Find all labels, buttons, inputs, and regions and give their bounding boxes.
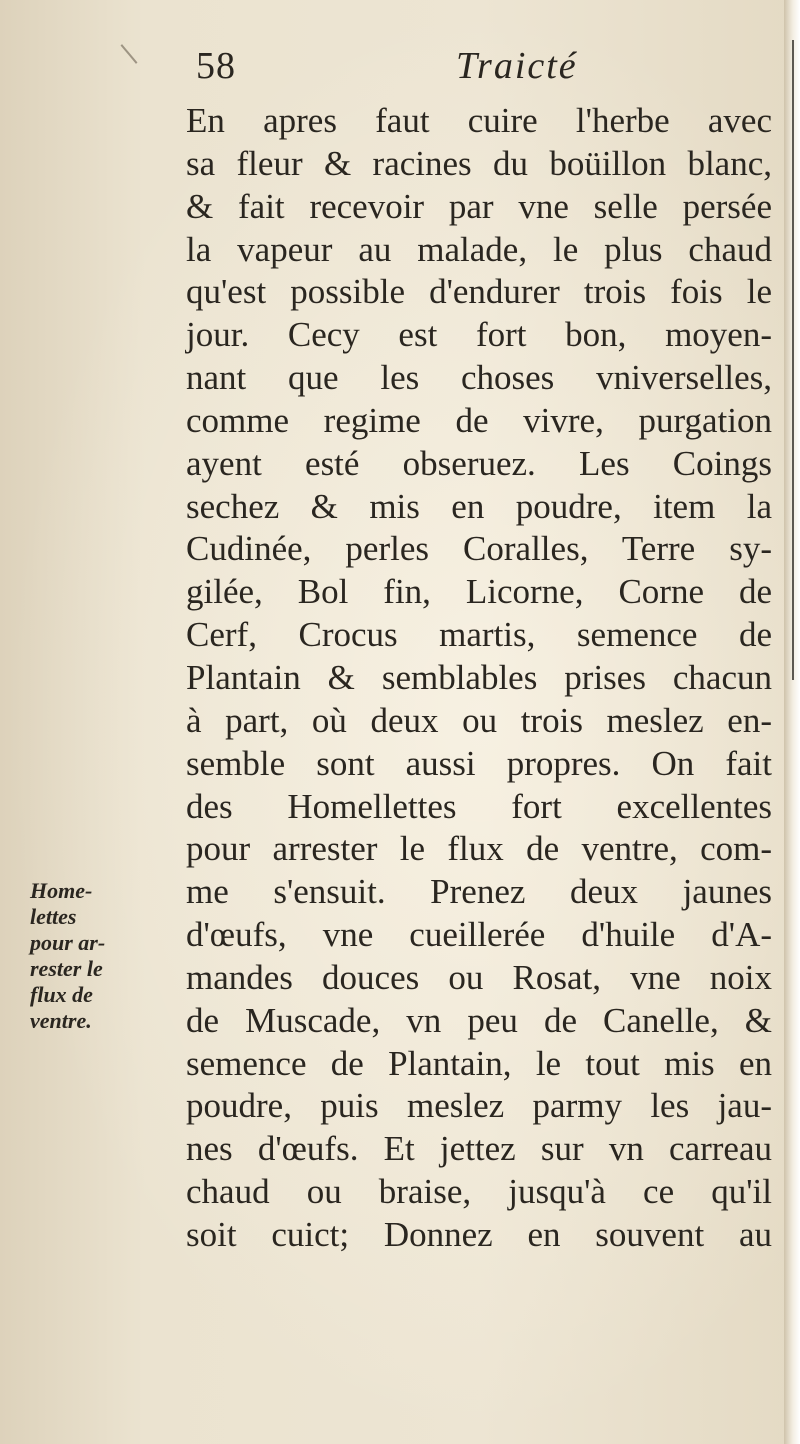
text-line: nes d'œufs. Et jettez sur vn carreau — [186, 1129, 772, 1169]
text-line: ayent esté obseruez. Les Coings — [186, 443, 772, 483]
text-line: chaud ou braise, jusqu'à ce qu'il — [186, 1172, 772, 1212]
text-line: qu'est possible d'endurer trois fois le — [186, 272, 772, 312]
text-line: En apres faut cuire l'herbe avec — [186, 101, 772, 140]
marginal-note-line: flux de — [30, 982, 93, 1007]
text-line: sa fleur & racines du boüillon blanc, — [186, 143, 772, 183]
text-line: poudre, puis meslez parmy les jau- — [186, 1086, 772, 1126]
text-line: pour arrester le flux de ventre, com- — [186, 829, 772, 869]
page-edge-rule — [792, 40, 794, 680]
text-line: Cerf, Crocus martis, semence de — [186, 615, 772, 655]
text-line: comme regime de vivre, purgation — [186, 400, 772, 440]
text-line: des Homellettes fort excellentes — [186, 786, 772, 826]
text-line: Cudinée, perles Coralles, Terre sy- — [186, 529, 772, 569]
ink-mark — [121, 44, 138, 64]
marginal-note-line: pour ar- — [30, 930, 106, 955]
text-line: mandes douces ou Rosat, vne noix — [186, 957, 772, 997]
marginal-note — [30, 878, 160, 1034]
marginal-note-line: Home- — [30, 878, 93, 903]
page-number: 58 — [196, 45, 236, 87]
text-line: & fait recevoir par vne selle persée — [186, 186, 772, 226]
text-line: gilée, Bol fin, Licorne, Corne de — [186, 572, 772, 612]
text-line: jour. Cecy est fort bon, moyen- — [186, 315, 772, 355]
text-line: me s'ensuit. Prenez deux jaunes — [186, 872, 772, 912]
text-line: Plantain & semblables prises chacun — [186, 657, 772, 697]
text-line: la vapeur au malade, le plus chaud — [186, 229, 772, 269]
text-line: sechez & mis en poudre, item la — [186, 486, 772, 526]
marginal-note-line: rester le — [30, 956, 103, 981]
marginal-note-line: lettes — [30, 904, 77, 929]
text-line: semble sont aussi propres. On fait — [186, 743, 772, 783]
text-line: semence de Plantain, le tout mis en — [186, 1043, 772, 1083]
text-line: à part, où deux ou trois meslez en- — [186, 700, 772, 740]
body-text — [186, 100, 772, 1257]
text-line: soit cuict; Donnez en souvent au — [186, 1214, 772, 1254]
text-line: de Muscade, vn peu de Canelle, & — [186, 1000, 772, 1040]
running-title: Traicté — [456, 45, 578, 87]
text-line: nant que les choses vniverselles, — [186, 358, 772, 398]
text-line: d'œufs, vne cueillerée d'huile d'A- — [186, 915, 772, 955]
marginal-note-line: ventre. — [30, 1008, 92, 1033]
